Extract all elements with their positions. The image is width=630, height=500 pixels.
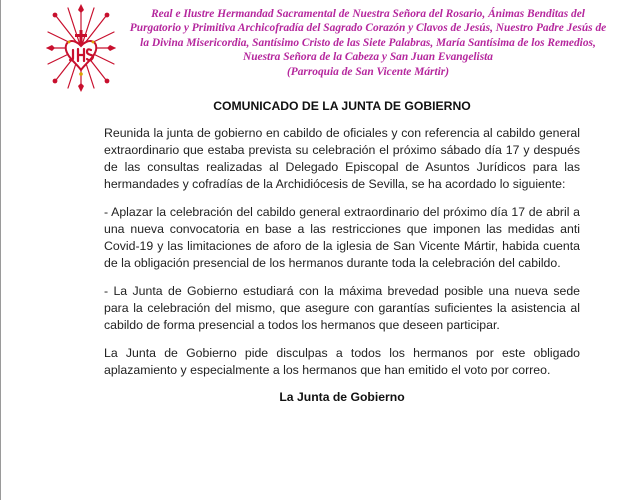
paragraph-postponement: - Aplazar la celebración del cabildo general extraordinario del próximo día 17 de abril a una nueva convocatoria en base a las restricciones que imponen las medidas anti Covid-19 y las limitaciones de aforo de la iglesia de San Vicente Mártir, habida cuenta de la obligación presencial de los hermanos durante toda la celebración del cabildo. <box>104 205 580 270</box>
document-title: COMUNICADO DE LA JUNTA DE GOBIERNO <box>213 99 471 113</box>
letterhead <box>44 2 630 98</box>
brotherhood-name <box>128 7 608 79</box>
paragraph-intro: Reunida la junta de gobierno en cabildo de oficiales y con referencia al cabildo general extraordinario que estaba prevista su celebración el próximo sábado día 17 y después de las consultas realizadas al Delegado Episcopal de Asuntos Jurídicos para las hermandades y cofradías de la Archidiócesis de Sevilla, se ha acordado lo siguiente: <box>104 126 580 191</box>
paragraph-new-venue: - La Junta de Gobierno estudiará con la máxima brevedad posible una nueva sede para la celebración del mismo, que asegure con garantías suficientes la asistencia al cabildo de forma presencial a todos los hermanos que deseen participar. <box>104 284 580 332</box>
page-edge <box>0 0 1 500</box>
communique-body <box>104 99 580 404</box>
brotherhood-crest-icon <box>44 2 118 94</box>
signature: La Junta de Gobierno <box>279 390 405 404</box>
brotherhood-full-title: Real e Ilustre Hermandad Sacramental de Nuestra Señora del Rosario, Ánimas Benditas del Purgatorio y Primitiva Archicofradía del Sagrado Corazón y Clavos de Jesús, Nuestro Padre Jesús de la Divina Misericordia, Santísimo Cristo de las Siete Palabras, María Santísima de los Remedios, Nuestra Señora de la Cabeza y San Juan Evangelista <box>129 8 607 64</box>
paragraph-apology: La Junta de Gobierno pide disculpas a todos los hermanos por este obligado aplazamiento y especialmente a los hermanos que han emitido el voto por correo. <box>104 346 580 377</box>
parish-name: (Parroquia de San Vicente Mártir) <box>286 65 450 78</box>
